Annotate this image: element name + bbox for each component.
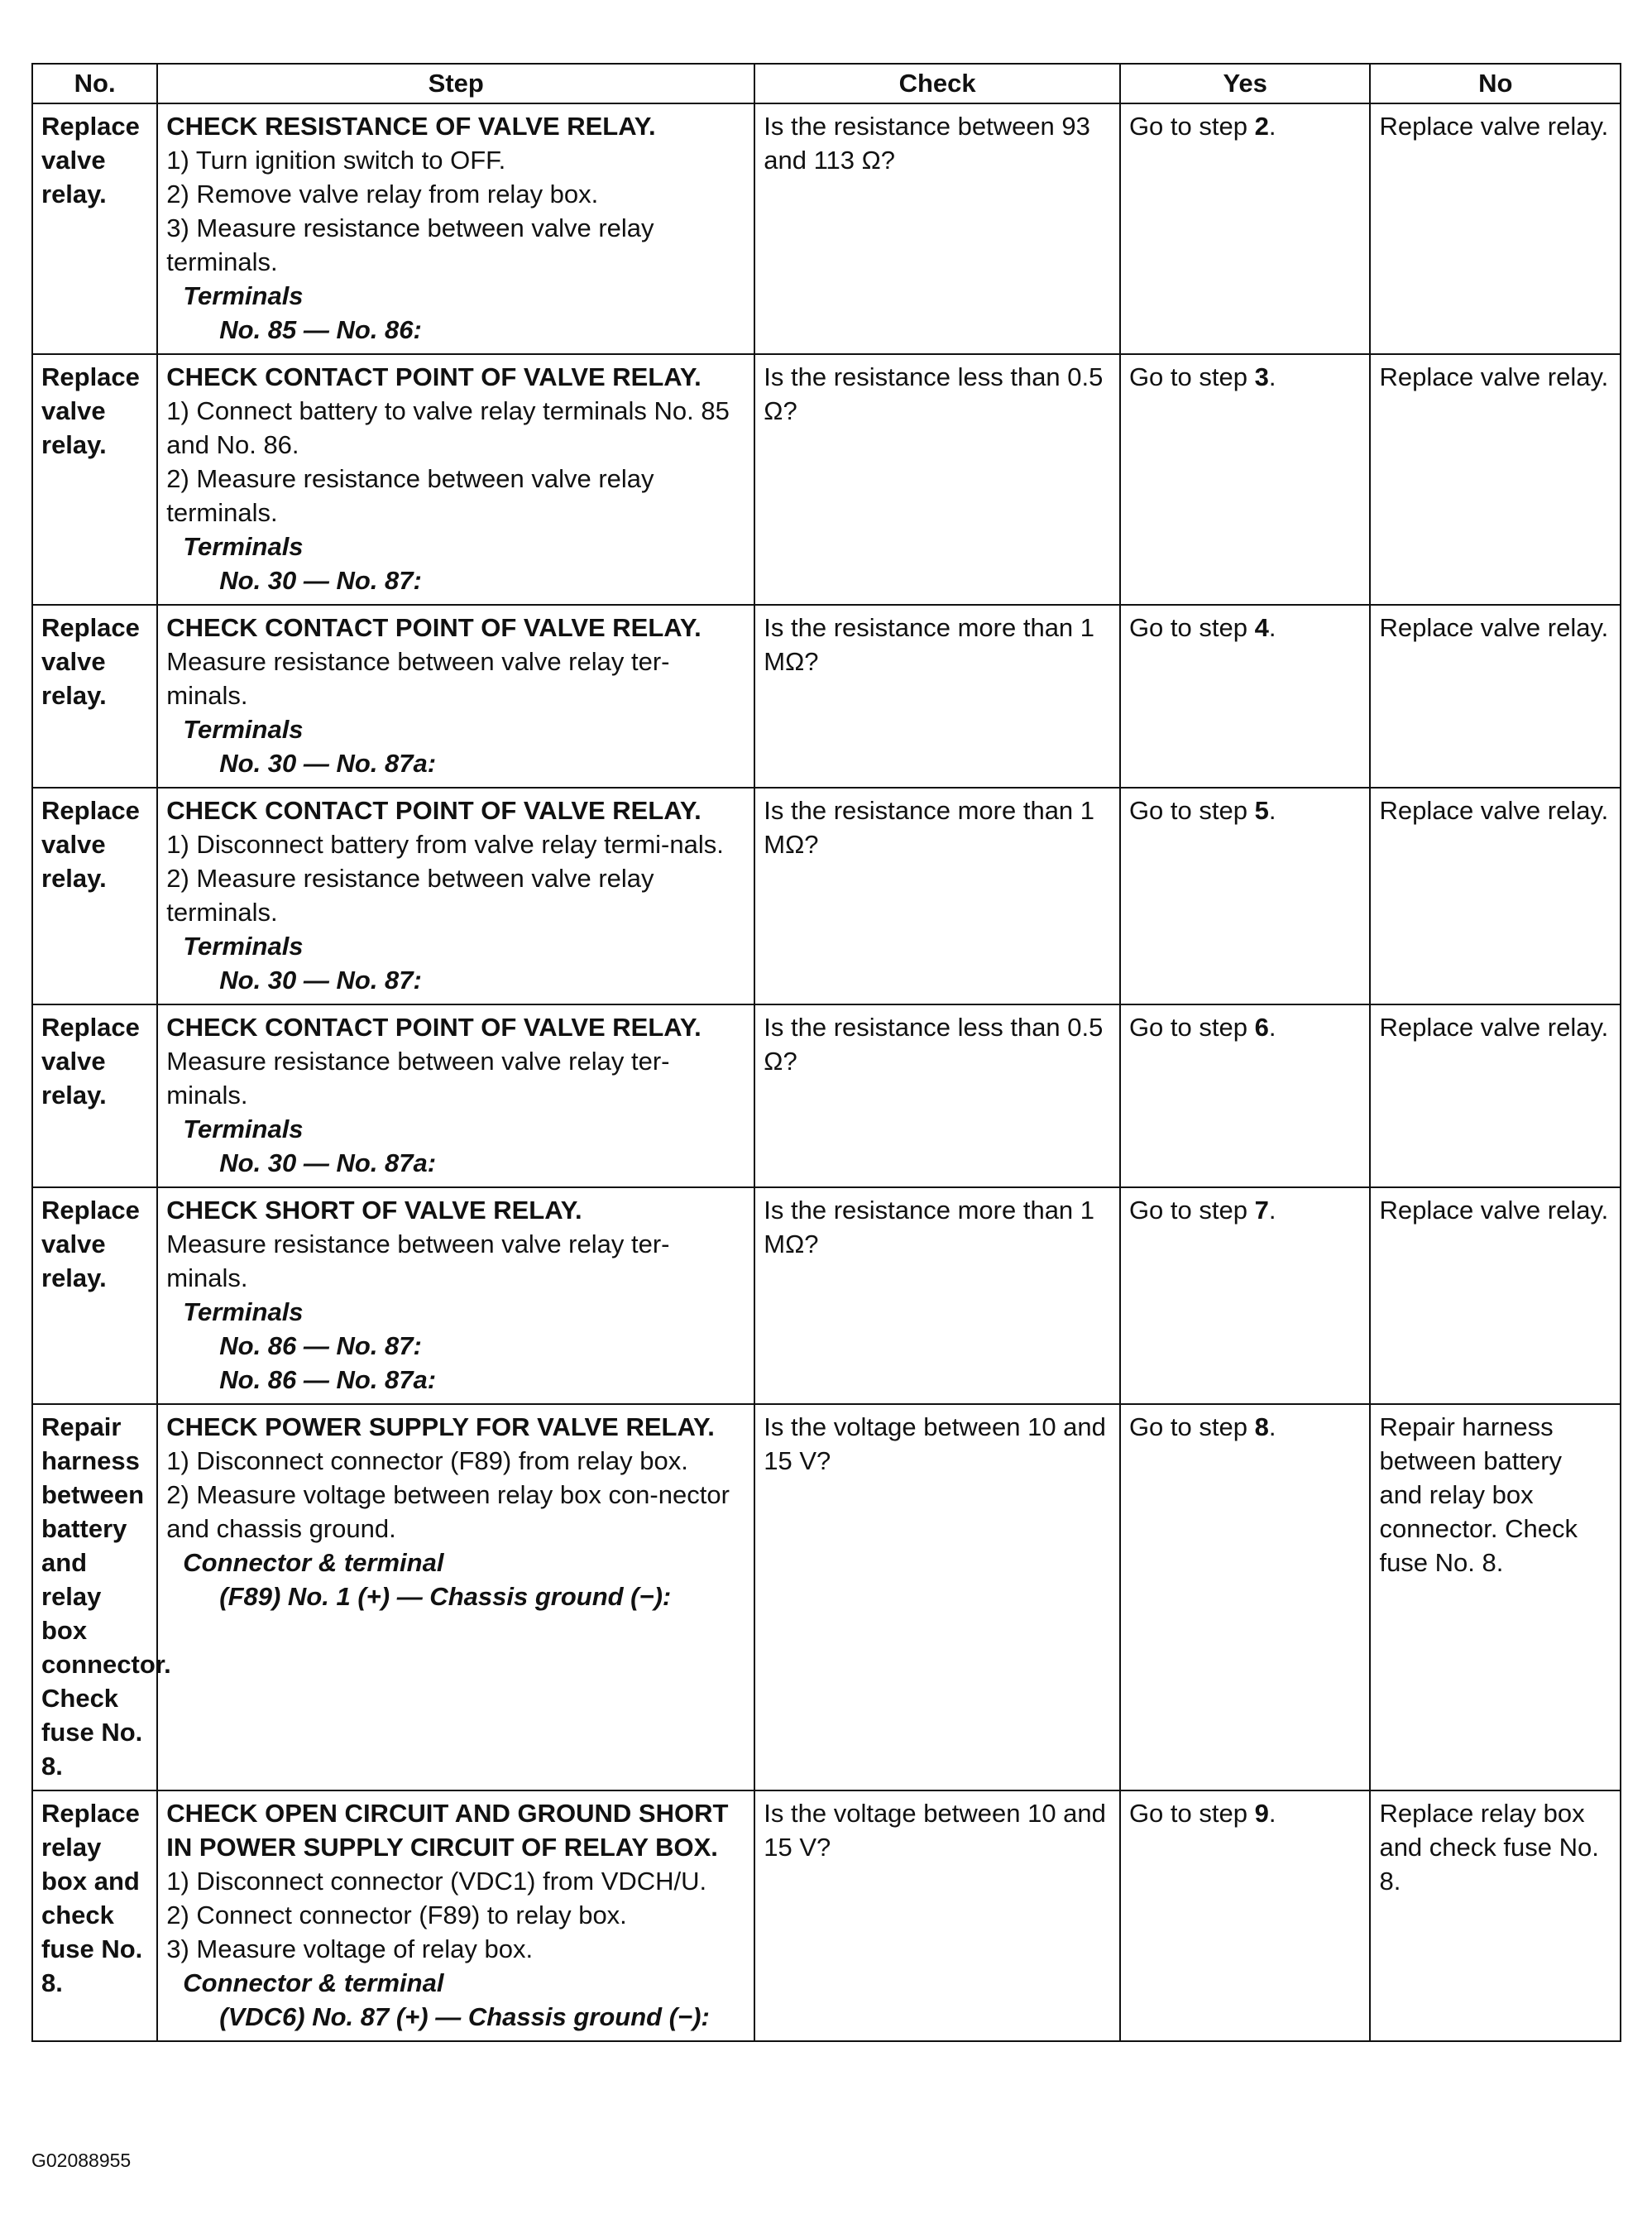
table-row [32,103,1621,354]
no-cell: Replace valve relay. [1370,1187,1621,1404]
yes-prefix: Go to step [1128,1799,1255,1828]
step-number-cell: Replace valve relay. [32,1187,157,1404]
step-title: CHECK CONTACT POINT OF VALVE RELAY. [166,362,702,391]
step-cell [157,354,754,605]
check-cell: Is the voltage between 10 and 15 V? [754,1790,1120,2041]
yes-cell [1120,605,1371,788]
step-terminal-label: Terminals [183,1297,304,1326]
table-body [32,103,1621,2041]
step-terminal-value: No. 30 — No. 87: [219,566,422,595]
header-check: Check [754,64,1120,103]
step-terminal-value: No. 85 — No. 86: [219,315,422,344]
step-terminal-value: No. 30 — No. 87a: [219,1148,437,1177]
step-instruction: Measure resistance between valve relay ter-minals. [166,647,670,710]
step-title: CHECK OPEN CIRCUIT AND GROUND SHORT IN POWER SUPPLY CIRCUIT OF RELAY BOX. [166,1799,729,1862]
header-no: No. [32,64,157,103]
check-cell: Is the resistance less than 0.5 Ω? [754,1004,1120,1187]
diagnostic-procedure-table [31,63,1621,2042]
check-cell: Is the resistance between 93 and 113 Ω? [754,103,1120,354]
yes-cell [1120,1790,1371,2041]
step-terminal-value: No. 86 — No. 87: [219,1331,422,1360]
step-title: CHECK CONTACT POINT OF VALVE RELAY. [166,1013,702,1042]
step-number-cell: Replace valve relay. [32,605,157,788]
step-cell [157,103,754,354]
check-cell: Is the resistance more than 1 MΩ? [754,605,1120,788]
step-terminal-value: No. 30 — No. 87a: [219,749,437,778]
yes-prefix: Go to step [1128,1196,1255,1225]
step-instruction: 2) Measure resistance between valve relay terminals. [166,464,654,527]
table-header-row [32,64,1621,103]
step-cell [157,1187,754,1404]
yes-suffix: . [1268,1013,1276,1042]
yes-suffix: . [1268,1412,1276,1441]
check-cell: Is the resistance more than 1 MΩ? [754,788,1120,1004]
step-number-cell: Replace valve relay. [32,354,157,605]
step-number-cell: Replace valve relay. [32,788,157,1004]
step-number-cell: Replace valve relay. [32,1004,157,1187]
yes-step-ref: 8 [1254,1412,1269,1441]
step-instruction: 3) Measure voltage of relay box. [166,1934,534,1963]
step-instruction: 1) Disconnect connector (F89) from relay box. [166,1446,688,1475]
no-cell: Replace valve relay. [1370,788,1621,1004]
yes-step-ref: 6 [1254,1013,1269,1042]
yes-prefix: Go to step [1128,796,1255,825]
yes-cell [1120,788,1371,1004]
step-number-cell: Replace valve relay. [32,103,157,354]
no-cell: Replace relay box and check fuse No. 8. [1370,1790,1621,2041]
yes-cell [1120,354,1371,605]
step-instruction: 2) Measure voltage between relay box con-nector and chassis ground. [166,1480,730,1543]
step-cell [157,1404,754,1790]
yes-suffix: . [1268,796,1276,825]
step-instruction: 1) Disconnect connector (VDC1) from VDCH/U. [166,1867,707,1896]
step-instruction: 1) Connect battery to valve relay terminals No. 85 and No. 86. [166,396,730,459]
step-terminal-value: No. 30 — No. 87: [219,966,422,995]
yes-suffix: . [1268,1196,1276,1225]
step-terminal-value: (F89) No. 1 (+) — Chassis ground (−): [219,1582,672,1611]
step-cell [157,605,754,788]
yes-suffix: . [1268,112,1276,141]
step-cell [157,788,754,1004]
step-cell [157,1004,754,1187]
step-instruction: Measure resistance between valve relay ter-minals. [166,1047,670,1110]
step-number-cell: Repair harness between battery and relay box connector. Check fuse No. 8. [32,1404,157,1790]
table-row [32,1004,1621,1187]
no-cell: Replace valve relay. [1370,1004,1621,1187]
table-row [32,788,1621,1004]
step-terminal-label: Terminals [183,1114,304,1143]
yes-cell [1120,1404,1371,1790]
step-instruction: 2) Connect connector (F89) to relay box. [166,1901,627,1929]
step-terminal-label: Terminals [183,281,304,310]
yes-suffix: . [1268,362,1276,391]
table-row [32,1187,1621,1404]
yes-step-ref: 9 [1254,1799,1269,1828]
step-instruction: 1) Turn ignition switch to OFF. [166,146,506,175]
step-title: CHECK CONTACT POINT OF VALVE RELAY. [166,796,702,825]
yes-prefix: Go to step [1128,362,1255,391]
step-terminal-label: Terminals [183,715,304,744]
yes-suffix: . [1268,1799,1276,1828]
step-terminal-value: No. 86 — No. 87a: [219,1365,437,1394]
yes-step-ref: 4 [1254,613,1269,642]
header-yes: Yes [1120,64,1371,103]
step-instruction: 2) Measure resistance between valve relay terminals. [166,864,654,927]
no-cell: Repair harness between battery and relay box connector. Check fuse No. 8. [1370,1404,1621,1790]
step-title: CHECK RESISTANCE OF VALVE RELAY. [166,112,656,141]
step-terminal-label: Terminals [183,532,304,561]
yes-prefix: Go to step [1128,1013,1255,1042]
yes-cell [1120,1004,1371,1187]
step-instruction: 3) Measure resistance between valve relay terminals. [166,213,654,276]
check-cell: Is the resistance more than 1 MΩ? [754,1187,1120,1404]
yes-suffix: . [1268,613,1276,642]
step-title: CHECK SHORT OF VALVE RELAY. [166,1196,582,1225]
yes-step-ref: 5 [1254,796,1269,825]
step-cell [157,1790,754,2041]
check-cell: Is the resistance less than 0.5 Ω? [754,354,1120,605]
table-row [32,354,1621,605]
step-number-cell: Replace relay box and check fuse No. 8. [32,1790,157,2041]
no-cell: Replace valve relay. [1370,103,1621,354]
step-terminal-label: Connector & terminal [183,1548,444,1577]
yes-step-ref: 3 [1254,362,1269,391]
check-cell: Is the voltage between 10 and 15 V? [754,1404,1120,1790]
step-instruction: 2) Remove valve relay from relay box. [166,180,599,209]
no-cell: Replace valve relay. [1370,605,1621,788]
table-row [32,1404,1621,1790]
step-title: CHECK POWER SUPPLY FOR VALVE RELAY. [166,1412,715,1441]
yes-prefix: Go to step [1128,112,1255,141]
step-instruction: 1) Disconnect battery from valve relay termi-nals. [166,830,724,859]
table-row [32,605,1621,788]
yes-step-ref: 7 [1254,1196,1269,1225]
yes-cell [1120,1187,1371,1404]
table-row [32,1790,1621,2041]
step-instruction: Measure resistance between valve relay ter-minals. [166,1230,670,1292]
no-cell: Replace valve relay. [1370,354,1621,605]
step-terminal-label: Terminals [183,932,304,961]
step-terminal-value: (VDC6) No. 87 (+) — Chassis ground (−): [219,2002,710,2031]
yes-cell [1120,103,1371,354]
figure-id: G02088955 [31,2150,132,2171]
step-terminal-label: Connector & terminal [183,1968,444,1997]
yes-step-ref: 2 [1254,112,1269,141]
header-step: Step [157,64,754,103]
header-no-result: No [1370,64,1621,103]
yes-prefix: Go to step [1128,613,1255,642]
yes-prefix: Go to step [1128,1412,1255,1441]
step-title: CHECK CONTACT POINT OF VALVE RELAY. [166,613,702,642]
